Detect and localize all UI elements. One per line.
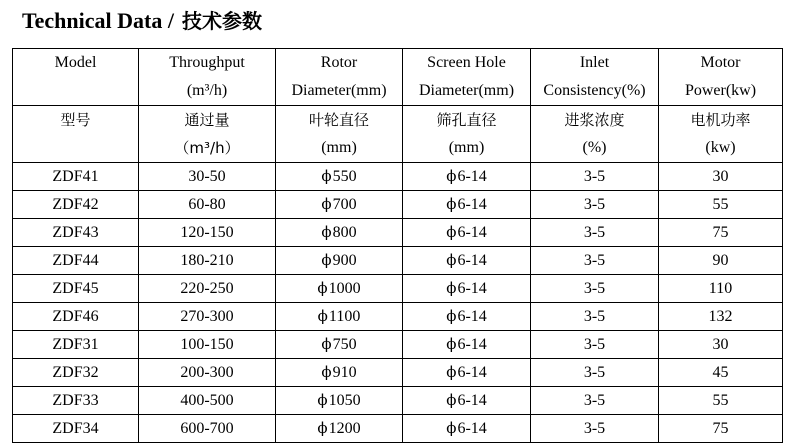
diameter-symbol: ϕ	[321, 167, 332, 185]
table-row	[13, 303, 783, 331]
cell-throughput: 220-250	[139, 275, 276, 303]
cell-screen: ϕ6-14	[403, 219, 531, 247]
cell-throughput: 120-150	[139, 219, 276, 247]
cell-consistency: 3-5	[531, 163, 659, 191]
header-cell-model-en: Model	[13, 49, 139, 106]
header-cell-consistency-cn: 进浆浓度 (%)	[531, 106, 659, 163]
header-cell-power-cn: 电机功率 (kw)	[659, 106, 783, 163]
diameter-symbol: ϕ	[317, 279, 328, 297]
table-header	[13, 49, 783, 163]
table-row	[13, 275, 783, 303]
cell-model: ZDF31	[13, 331, 139, 359]
cell-consistency: 3-5	[531, 247, 659, 275]
diameter-symbol: ϕ	[446, 251, 457, 269]
diameter-symbol: ϕ	[446, 419, 457, 437]
header-cell-throughput-cn: 通过量 （m³/h）	[139, 106, 276, 163]
header-cell-screen-en: Screen Hole Diameter(mm)	[403, 49, 531, 106]
cell-power: 30	[659, 163, 783, 191]
cell-model: ZDF32	[13, 359, 139, 387]
cell-power: 55	[659, 191, 783, 219]
diameter-symbol: ϕ	[446, 195, 457, 213]
cell-power: 75	[659, 415, 783, 443]
header-cell-throughput-en: Throughput (m³/h)	[139, 49, 276, 106]
cell-consistency: 3-5	[531, 275, 659, 303]
cell-screen: ϕ6-14	[403, 415, 531, 443]
cell-screen: ϕ6-14	[403, 191, 531, 219]
cell-power: 30	[659, 331, 783, 359]
table-row	[13, 359, 783, 387]
cell-screen: ϕ6-14	[403, 247, 531, 275]
cell-throughput: 200-300	[139, 359, 276, 387]
diameter-symbol: ϕ	[321, 223, 332, 241]
title-cn: 技术参数	[181, 9, 262, 33]
diameter-symbol: ϕ	[317, 391, 328, 409]
diameter-symbol: ϕ	[321, 363, 332, 381]
cell-model: ZDF44	[13, 247, 139, 275]
diameter-symbol: ϕ	[317, 419, 328, 437]
cell-rotor: ϕ700	[276, 191, 403, 219]
header-row-cn	[13, 106, 783, 163]
cell-consistency: 3-5	[531, 303, 659, 331]
cell-screen: ϕ6-14	[403, 275, 531, 303]
cell-model: ZDF34	[13, 415, 139, 443]
cell-rotor: ϕ910	[276, 359, 403, 387]
diameter-symbol: ϕ	[446, 167, 457, 185]
cell-power: 75	[659, 219, 783, 247]
cell-throughput: 100-150	[139, 331, 276, 359]
cell-model: ZDF41	[13, 163, 139, 191]
cell-consistency: 3-5	[531, 387, 659, 415]
cell-consistency: 3-5	[531, 219, 659, 247]
diameter-symbol: ϕ	[446, 279, 457, 297]
diameter-symbol: ϕ	[317, 307, 328, 325]
table-row	[13, 247, 783, 275]
table-row	[13, 415, 783, 443]
cell-throughput: 600-700	[139, 415, 276, 443]
diameter-symbol: ϕ	[446, 335, 457, 353]
cell-throughput: 60-80	[139, 191, 276, 219]
diameter-symbol: ϕ	[446, 391, 457, 409]
cell-model: ZDF45	[13, 275, 139, 303]
cell-throughput: 270-300	[139, 303, 276, 331]
cell-rotor: ϕ1050	[276, 387, 403, 415]
table-body	[13, 163, 783, 443]
cell-rotor: ϕ550	[276, 163, 403, 191]
cell-power: 110	[659, 275, 783, 303]
header-cell-model-cn: 型号	[13, 106, 139, 163]
cell-screen: ϕ6-14	[403, 163, 531, 191]
table-row	[13, 163, 783, 191]
cell-screen: ϕ6-14	[403, 359, 531, 387]
cell-rotor: ϕ1000	[276, 275, 403, 303]
header-cell-rotor-cn: 叶轮直径 (mm)	[276, 106, 403, 163]
diameter-symbol: ϕ	[321, 335, 332, 353]
title-en: Technical Data /	[22, 8, 174, 33]
cell-model: ZDF33	[13, 387, 139, 415]
diameter-symbol: ϕ	[321, 195, 332, 213]
cell-screen: ϕ6-14	[403, 331, 531, 359]
diameter-symbol: ϕ	[446, 223, 457, 241]
cell-power: 132	[659, 303, 783, 331]
table-row	[13, 331, 783, 359]
cell-consistency: 3-5	[531, 415, 659, 443]
technical-data-table	[12, 48, 783, 443]
diameter-symbol: ϕ	[321, 251, 332, 269]
table-row	[13, 387, 783, 415]
cell-power: 55	[659, 387, 783, 415]
cell-screen: ϕ6-14	[403, 387, 531, 415]
cell-model: ZDF46	[13, 303, 139, 331]
table-row	[13, 219, 783, 247]
cell-power: 90	[659, 247, 783, 275]
cell-rotor: ϕ800	[276, 219, 403, 247]
cell-consistency: 3-5	[531, 359, 659, 387]
cell-throughput: 180-210	[139, 247, 276, 275]
cell-model: ZDF42	[13, 191, 139, 219]
cell-model: ZDF43	[13, 219, 139, 247]
page-title	[22, 6, 262, 36]
diameter-symbol: ϕ	[446, 363, 457, 381]
header-cell-rotor-en: Rotor Diameter(mm)	[276, 49, 403, 106]
cell-rotor: ϕ1200	[276, 415, 403, 443]
header-cell-consistency-en: Inlet Consistency(%)	[531, 49, 659, 106]
header-cell-power-en: Motor Power(kw)	[659, 49, 783, 106]
cell-rotor: ϕ750	[276, 331, 403, 359]
cell-consistency: 3-5	[531, 191, 659, 219]
cell-power: 45	[659, 359, 783, 387]
cell-throughput: 30-50	[139, 163, 276, 191]
cell-throughput: 400-500	[139, 387, 276, 415]
cell-consistency: 3-5	[531, 331, 659, 359]
header-cell-screen-cn: 筛孔直径 (mm)	[403, 106, 531, 163]
cell-rotor: ϕ1100	[276, 303, 403, 331]
diameter-symbol: ϕ	[446, 307, 457, 325]
header-row-en	[13, 49, 783, 106]
cell-rotor: ϕ900	[276, 247, 403, 275]
table-row	[13, 191, 783, 219]
cell-screen: ϕ6-14	[403, 303, 531, 331]
